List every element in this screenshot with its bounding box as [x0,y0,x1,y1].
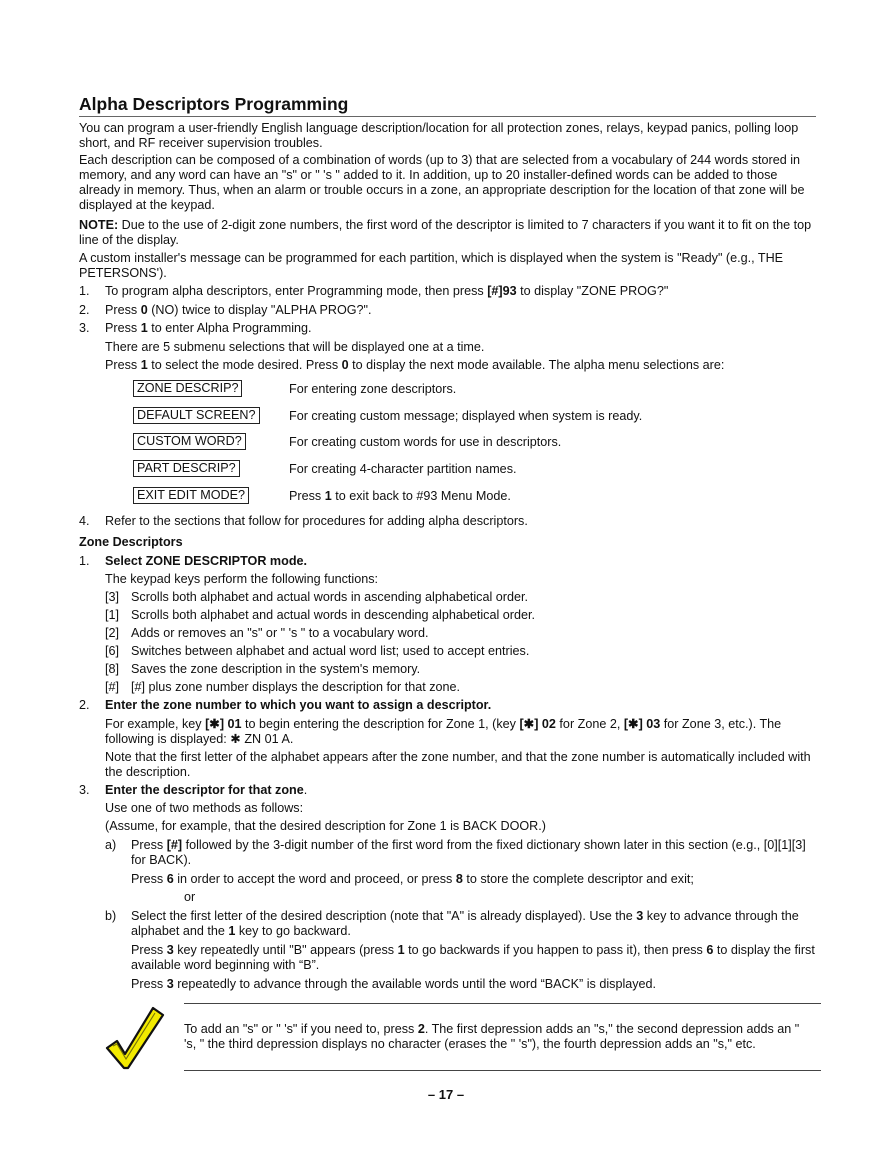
zone-step-2-title: Enter the zone number to which you want to assign a descriptor. [105,698,492,712]
method-b: Select the first letter of the desired description (note that "A" is already displayed). Use the 3 key to advance through the alphabet and the 1 key to go backward. [131,909,799,938]
step-2: Press 0 (NO) twice to display "ALPHA PROG?". [105,303,372,317]
step-4: Refer to the sections that follow for procedures for adding alpha descriptors. [105,514,528,528]
key-3: [3] [105,590,120,604]
zone-step-3-assumption: (Assume, for example, that the desired description for Zone 1 is BACK DOOR.) [105,819,546,833]
mode-custom-word-desc: For creating custom words for use in descriptors. [289,435,562,449]
mode-exit-edit-desc: Press 1 to exit back to #93 Menu Mode. [289,489,511,503]
key-8-desc: Saves the zone description in the system's memory. [131,662,421,676]
tip-bottom-rule [184,1070,821,1071]
zone-step-1-intro: The keypad keys perform the following functions: [105,572,379,586]
zone-step-3-number: 3. [79,783,90,797]
zone-step-3-title: Enter the descriptor for that zone. [105,783,308,797]
mode-part-descrip: PART DESCRIP? [133,460,240,477]
method-b-label: b) [105,909,117,923]
key-2-desc: Adds or removes an "s" or " 's " to a vocabulary word. [131,626,429,640]
step-2-number: 2. [79,303,90,317]
page-title: Alpha Descriptors Programming [79,94,816,117]
method-a-label: a) [105,838,117,852]
step-3-submenu-note: There are 5 submenu selections that will be displayed one at a time. [105,340,485,354]
step-1-number: 1. [79,284,90,298]
tip-text: To add an "s" or " 's" if you need to, press 2. The first depression adds an "s," the second depression adds an " 's, " the third depression displays no character (erases the " 's"), the fourth depression adds an "s," etc. [184,1022,800,1051]
mode-part-descrip-desc: For creating 4-character partition names. [289,462,517,476]
zone-step-2-example: For example, key [✱] 01 to begin entering the description for Zone 1, (key [✱] 02 for Zone 2, [✱] 03 for Zone 3, etc.). The following is displayed: ✱ ZN 01 A. [105,717,782,746]
zone-step-1-number: 1. [79,554,90,568]
key-hash-desc: [#] plus zone number displays the description for that zone. [131,680,461,694]
key-8: [8] [105,662,120,676]
key-3-desc: Scrolls both alphabet and actual words in ascending alphabetical order. [131,590,528,604]
note-paragraph [79,218,819,248]
step-3: Press 1 to enter Alpha Programming. [105,321,312,335]
step-4-number: 4. [79,514,90,528]
key-hash: [#] [105,680,120,694]
zone-descriptors-heading: Zone Descriptors [79,535,183,549]
zone-step-2-number: 2. [79,698,90,712]
step-3-select-note: Press 1 to select the mode desired. Press 0 to display the next mode available. The alpha menu selections are: [105,358,725,372]
note-text: Due to the use of 2-digit zone numbers, the first word of the descriptor is limited to 7 characters if you want it to fit on the top line of the display. [79,218,812,247]
key-6: [6] [105,644,120,658]
step-1: To program alpha descriptors, enter Programming mode, then press [#]93 to display "ZONE PROG?" [105,284,669,298]
checkmark-icon [103,1002,167,1070]
key-1-desc: Scrolls both alphabet and actual words in descending alphabetical order. [131,608,535,622]
mode-custom-word: CUSTOM WORD? [133,433,246,450]
zone-step-2-note: Note that the first letter of the alphabet appears after the zone number, and that the zone number is automatically included with the description. [105,750,811,779]
key-1: [1] [105,608,120,622]
mode-exit-edit: EXIT EDIT MODE? [133,487,249,504]
custom-message-paragraph: A custom installer's message can be programmed for each partition, which is displayed when the system is "Ready" (e.g., THE PETERSONS'). [79,251,784,280]
step-3-number: 3. [79,321,90,335]
note-label: NOTE: [79,218,119,232]
mode-default-screen: DEFAULT SCREEN? [133,407,260,424]
method-b-press-3: Press 3 key repeatedly until "B" appears (press 1 to go backwards if you happen to pass it), then press 6 to display the first available word beginning with “B”. [131,943,815,972]
page-number: – 17 – [427,1087,465,1102]
key-6-desc: Switches between alphabet and actual word list; used to accept entries. [131,644,530,658]
method-a-accept: Press 6 in order to accept the word and proceed, or press 8 to store the complete descriptor and exit; [131,872,694,886]
key-2: [2] [105,626,120,640]
zone-step-3-methods: Use one of two methods as follows: [105,801,304,815]
or-separator: or [184,890,196,904]
method-a: Press [#] followed by the 3-digit number of the first word from the fixed dictionary shown later in this section (e.g., [0][1][3] for BACK). [131,838,806,867]
mode-zone-descrip: ZONE DESCRIP? [133,380,242,397]
zone-step-1-title: Select ZONE DESCRIPTOR mode. [105,554,308,568]
tip-top-rule [184,1003,821,1004]
intro-paragraph-1: You can program a user-friendly English language description/location for all protection zones, relays, keypad panics, polling loop short, and RF receiver supervision troubles. [79,121,799,150]
intro-paragraph-2: Each description can be composed of a combination of words (up to 3) that are selected from a vocabulary of 244 words stored in memory, and any word can have an "s" or " 's " added to it. In addition, up to 20 installer-defined words can be added to those already in memory. Thus, when an alarm or trouble occurs in a zone, an appropriate description for the location of that zone will be displayed at the keypad. [79,153,805,212]
mode-zone-descrip-desc: For entering zone descriptors. [289,382,457,396]
mode-default-screen-desc: For creating custom message; displayed when system is ready. [289,409,643,423]
method-b-advance: Press 3 repeatedly to advance through the available words until the word “BACK” is displayed. [131,977,657,991]
